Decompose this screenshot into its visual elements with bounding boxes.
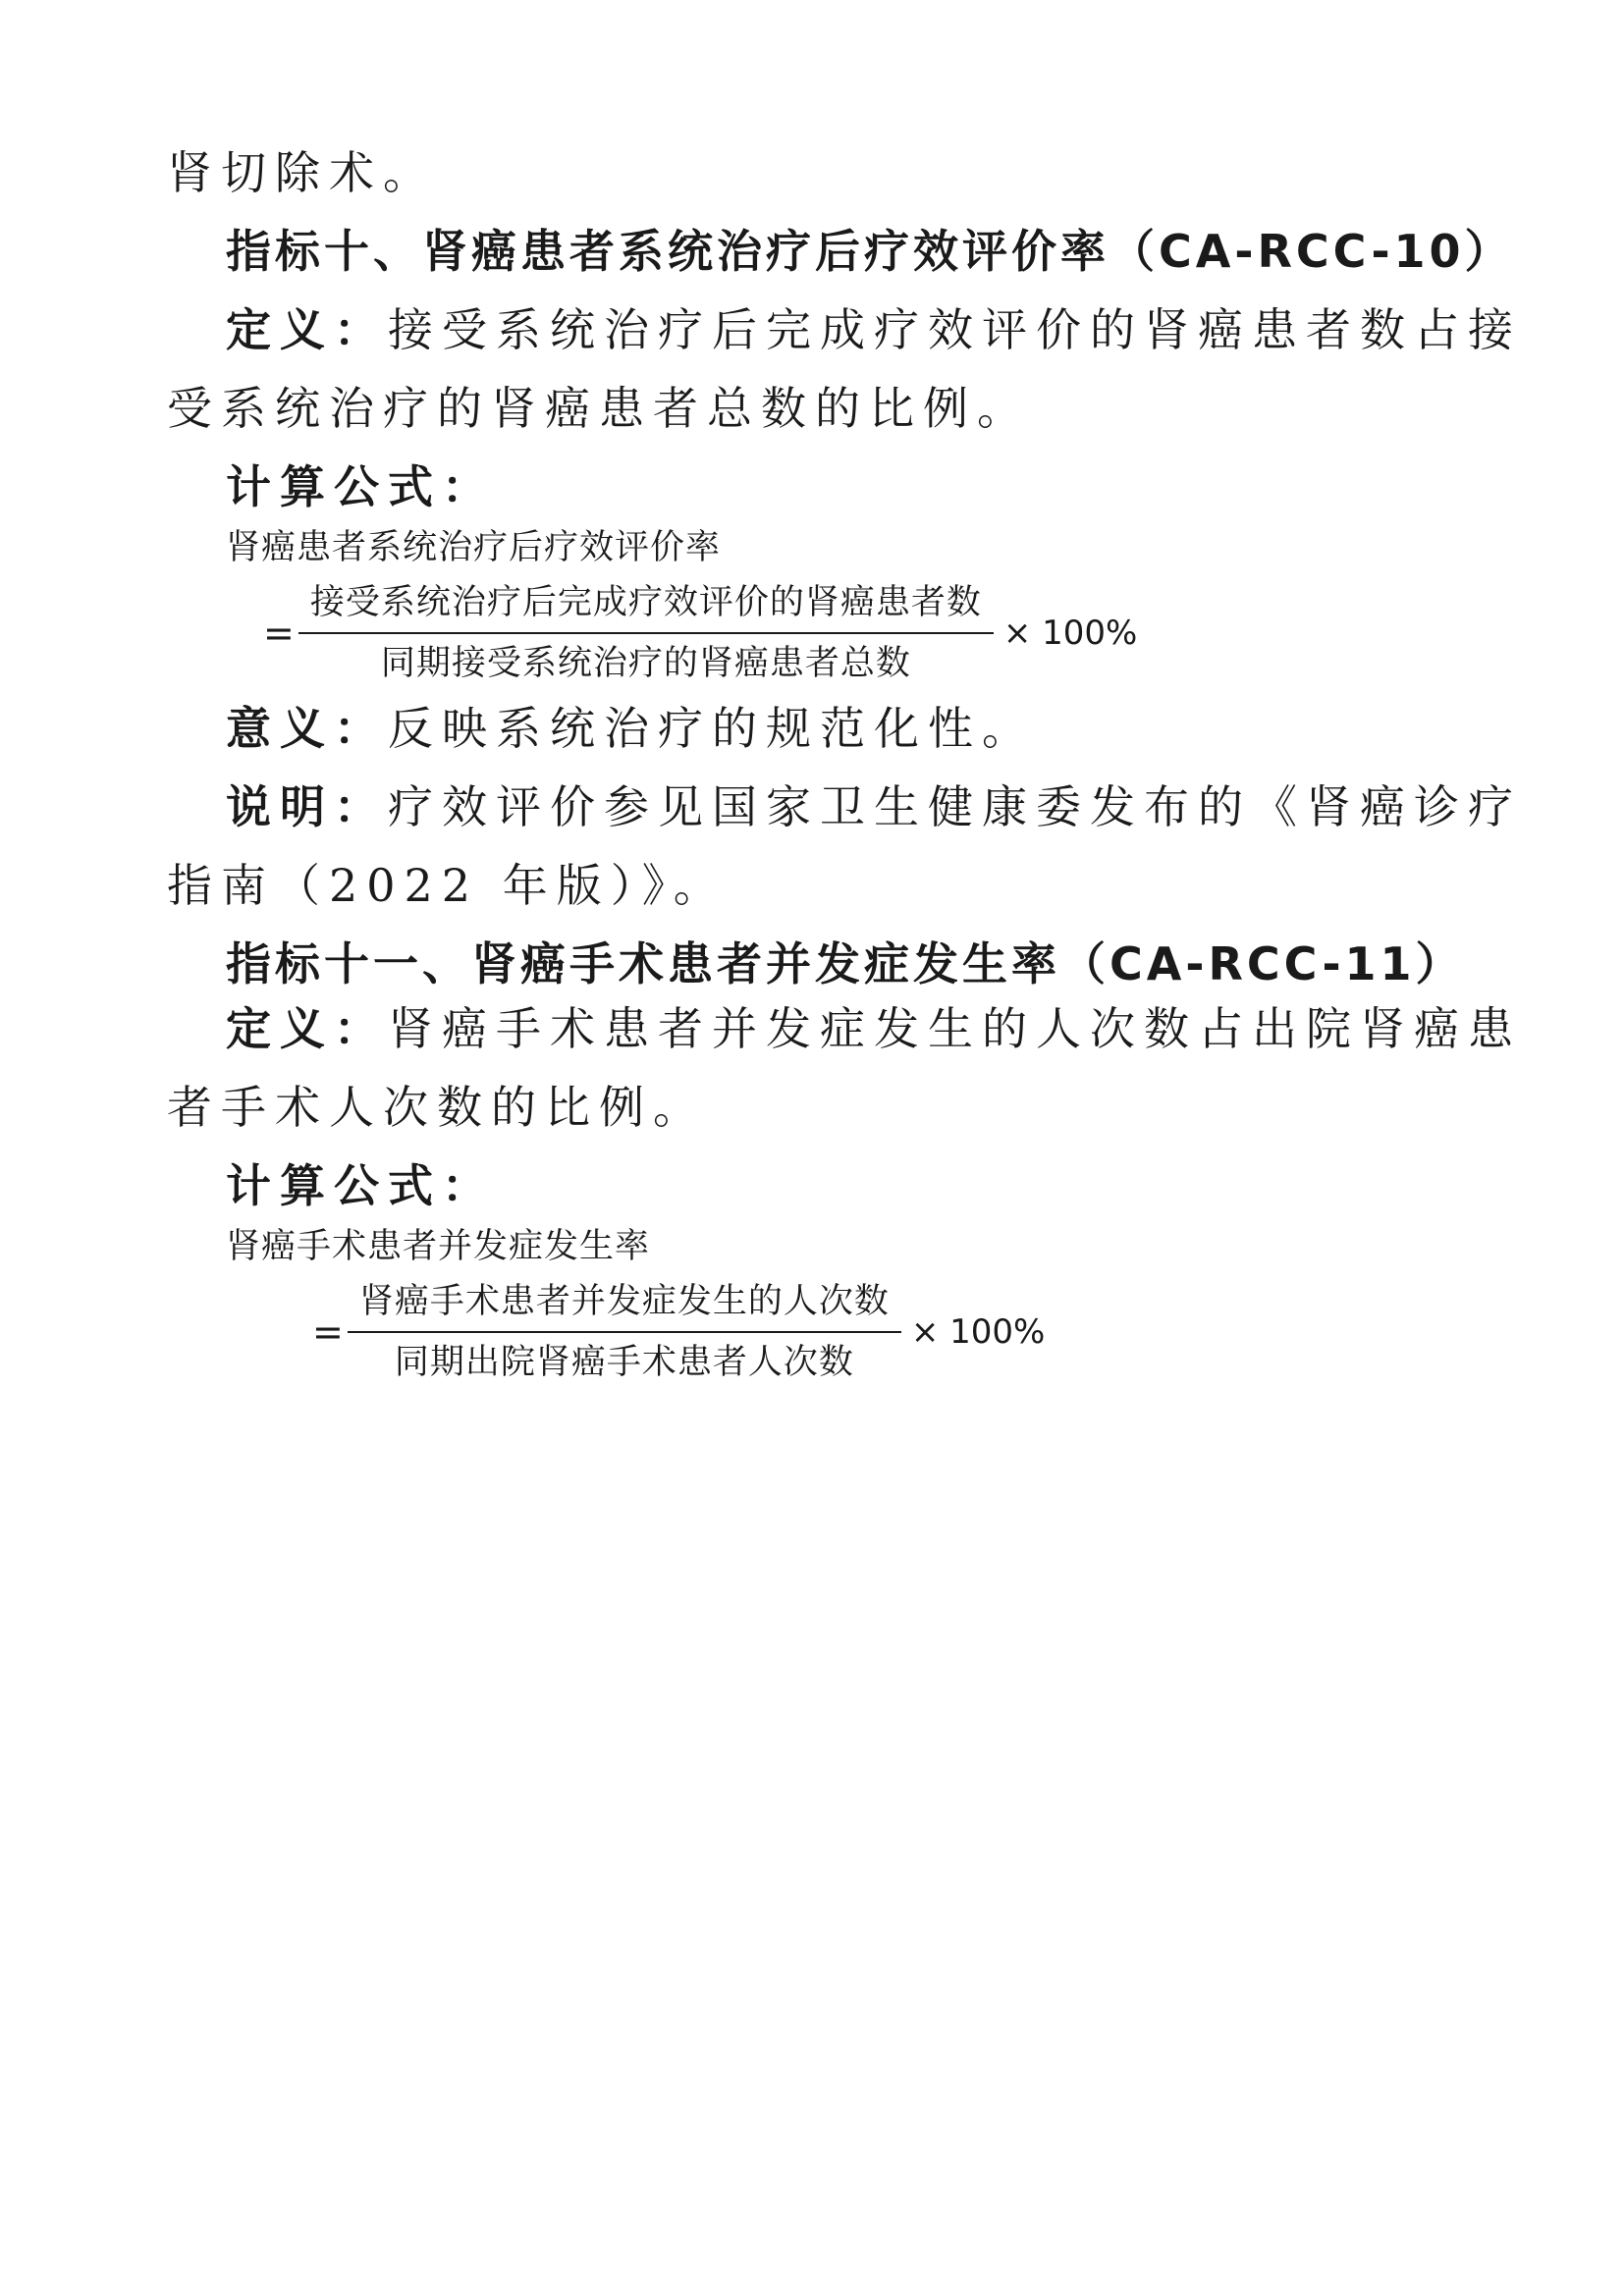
definition-text: 肾癌手术患者并发症发生的人次数占出院肾癌患 [388, 1002, 1522, 1055]
equals-sign: = [263, 612, 295, 655]
numerator: 肾癌手术患者并发症发生的人次数 [358, 1282, 890, 1321]
indicator-10-definition [226, 300, 1522, 359]
indicator-10-title: 指标十、肾癌患者系统治疗后疗效评价率（CA-RCC-10） [226, 225, 1514, 278]
meaning-text: 反映系统治疗的规范化性。 [388, 702, 1036, 755]
numerator: 接受系统治疗后完成疗效评价的肾癌患者数 [309, 583, 982, 622]
multiplier: × 100% [1002, 614, 1138, 653]
indicator-11-definition [226, 999, 1522, 1058]
multiplier: × 100% [910, 1312, 1046, 1352]
indicator-11-formula-label: 计算公式： [226, 1159, 496, 1212]
indicator-11-formula [312, 1280, 1045, 1384]
note-text: 疗效评价参见国家卫生健康委发布的《肾癌诊疗 [388, 780, 1522, 833]
indicator-10-formula-name: 肾癌患者系统治疗后疗效评价率 [226, 528, 722, 567]
indicator-10-note [226, 777, 1522, 836]
meaning-label: 意义： [226, 702, 388, 755]
definition-label: 定义： [226, 303, 388, 356]
denominator: 同期出院肾癌手术患者人次数 [394, 1343, 854, 1382]
indicator-11-formula-name: 肾癌手术患者并发症发生率 [226, 1227, 651, 1266]
indicator-10-formula-label: 计算公式： [226, 460, 496, 513]
definition-text: 接受系统治疗后完成疗效评价的肾癌患者数占接 [388, 303, 1522, 356]
indicator-10-formula [263, 581, 1137, 685]
indicator-10-definition-cont: 受系统治疗的肾癌患者总数的比例。 [167, 382, 1031, 435]
note-label: 说明： [226, 780, 388, 833]
indicator-10-meaning [226, 699, 1036, 758]
fraction [348, 1280, 901, 1384]
indicator-11-title: 指标十一、肾癌手术患者并发症发生率（CA-RCC-11） [226, 937, 1465, 990]
denominator: 同期接受系统治疗的肾癌患者总数 [380, 644, 911, 683]
fraction [298, 581, 994, 685]
equals-sign: = [312, 1310, 344, 1354]
continuation-text: 肾切除术。 [167, 146, 437, 199]
indicator-11-definition-cont: 者手术人次数的比例。 [167, 1081, 707, 1134]
definition-label: 定义： [226, 1002, 388, 1055]
indicator-10-note-cont: 指南（2022 年版）》。 [167, 859, 728, 912]
